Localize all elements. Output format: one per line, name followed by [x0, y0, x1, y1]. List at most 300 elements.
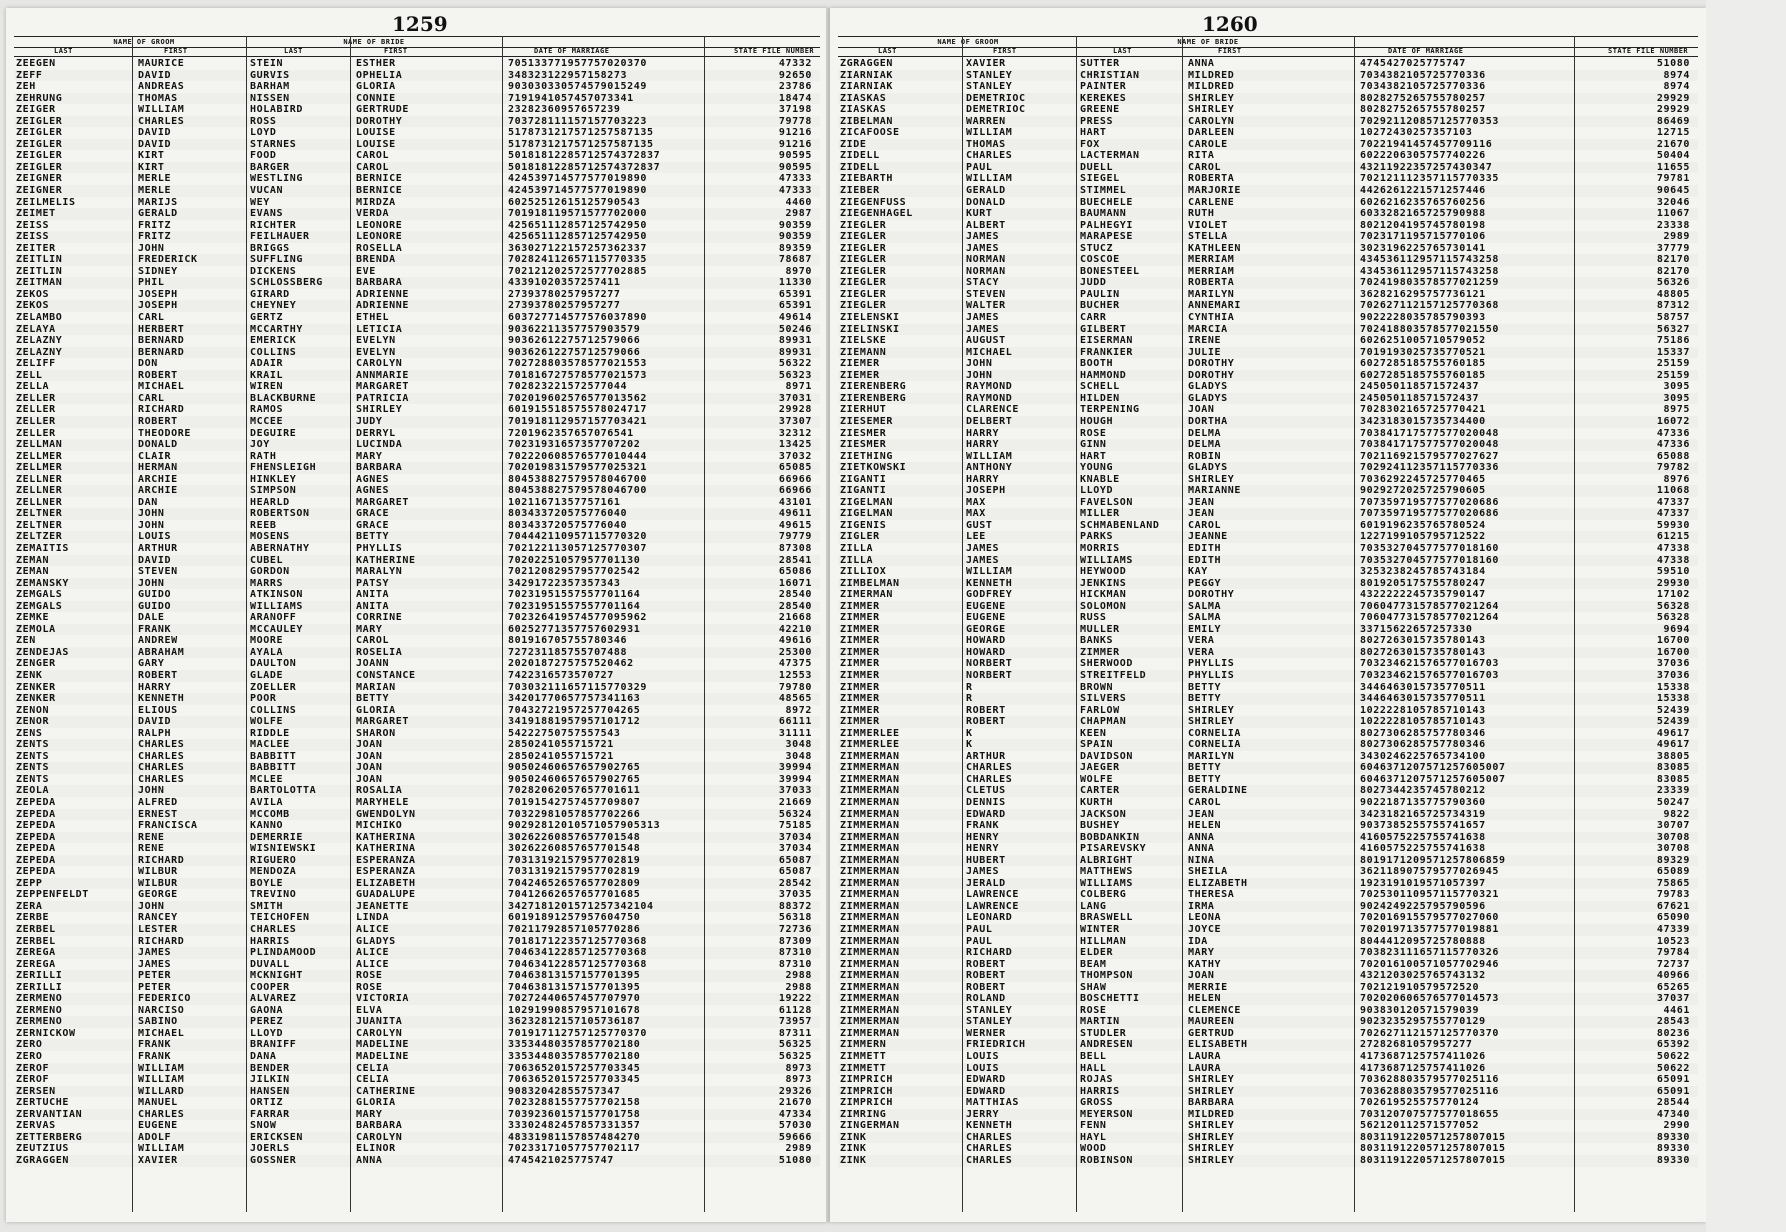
bride-last-name: KEEN: [1080, 727, 1107, 739]
state-file-number: 8974: [1663, 81, 1690, 93]
record-numbers: 702824112657115770335: [508, 254, 648, 266]
bride-first-name: CAROLE: [1188, 138, 1228, 150]
groom-last-name: ZIMMERLEE: [840, 739, 900, 751]
bride-first-name: CONSTANCE: [356, 669, 416, 681]
record-numbers: 424539714577577019890: [508, 173, 648, 185]
table-row: [838, 982, 1698, 994]
bride-last-name: BARGER: [250, 161, 290, 173]
groom-first-name: HARRY: [966, 427, 1000, 439]
bride-first-name: ANNA: [1188, 831, 1215, 843]
groom-first-name: FRANK: [138, 623, 172, 635]
table-row: [838, 832, 1698, 844]
groom-first-name: STEVEN: [966, 288, 1006, 300]
bride-first-name: LAURA: [1188, 1051, 1222, 1063]
state-file-number: 65089: [1656, 866, 1690, 878]
bride-last-name: EISERMAN: [1080, 335, 1133, 347]
state-file-number: 16700: [1656, 646, 1690, 658]
table-row: [838, 139, 1698, 151]
bride-last-name: CUBEL: [250, 554, 284, 566]
bride-last-name: MCCOMB: [250, 808, 290, 820]
state-file-number: 43101: [778, 496, 812, 508]
groom-header: NAME OF GROOM: [937, 38, 999, 46]
groom-last-name: ZIMMER: [840, 612, 880, 624]
state-file-number: 3095: [1663, 392, 1690, 404]
bride-last-name: LANG: [1080, 900, 1107, 912]
state-file-number: 82170: [1656, 265, 1690, 277]
record-numbers: 701918112957157703421: [508, 415, 648, 427]
table-row: [838, 820, 1698, 832]
bride-last-name: MENDOZA: [250, 866, 297, 878]
groom-last-name: ZEHRUNG: [16, 92, 63, 104]
table-row: [838, 635, 1698, 647]
state-file-number: 32312: [778, 427, 812, 439]
bride-first-name: JULIE: [1188, 346, 1222, 358]
bride-last-name: CHEYNEY: [250, 300, 297, 312]
record-numbers: 703532704577577018160: [1360, 542, 1500, 554]
groom-last-name: ZENTS: [16, 739, 50, 751]
record-numbers: 7422316573570727: [508, 669, 614, 681]
record-numbers: 704442110957115770320: [508, 531, 648, 543]
state-file-number: 59666: [778, 1131, 812, 1143]
groom-first-name: HOWARD: [966, 635, 1006, 647]
state-file-number: 47375: [778, 658, 812, 670]
bride-last-name: MCCARTHY: [250, 323, 303, 335]
state-file-number: 2990: [1663, 1120, 1690, 1132]
groom-last-name: ZERMENO: [16, 993, 63, 1005]
table-row: [14, 81, 820, 93]
groom-first-name: JOSEPH: [966, 485, 1006, 497]
state-file-number: 56318: [778, 912, 812, 924]
record-numbers: 50181812285712574372837: [508, 161, 661, 173]
bride-last-name: DICKENS: [250, 265, 297, 277]
groom-last-name: ZEIGNER: [16, 185, 63, 197]
table-row: [838, 901, 1698, 913]
record-numbers: 804538827579578046700: [508, 485, 648, 497]
state-file-number: 3048: [785, 750, 812, 762]
bride-last-name: NISSEN: [250, 92, 290, 104]
record-numbers: 90502460657657902765: [508, 773, 641, 785]
bride-first-name: MARGARET: [356, 716, 409, 728]
bride-last-name: FOOD: [250, 150, 277, 162]
record-numbers: 903030330574579015249: [508, 81, 648, 93]
record-numbers: 3446463015735770511: [1360, 681, 1486, 693]
record-numbers: 9023235295755770129: [1360, 1016, 1486, 1028]
state-file-number: 79782: [1656, 462, 1690, 474]
state-file-number: 37198: [778, 104, 812, 116]
bride-last-name: PAULIN: [1080, 288, 1120, 300]
groom-first-name: DALE: [138, 612, 165, 624]
record-numbers: 70463813157157701395: [508, 981, 641, 993]
table-row: [14, 173, 820, 185]
state-file-number: 21669: [778, 797, 812, 808]
groom-last-name: ZEPEDA: [16, 854, 56, 866]
bride-first-name: BERNICE: [356, 185, 403, 197]
bride-last-name: FRANKIER: [1080, 346, 1133, 358]
groom-last-name: ZERVANTIAN: [16, 1108, 83, 1120]
record-numbers: 60191891257957604750: [508, 912, 641, 924]
groom-first-name: ERNEST: [138, 808, 178, 820]
state-file-number: 65391: [778, 288, 812, 300]
groom-last-name: ZIMMERMAN: [840, 981, 900, 993]
groom-first-name: ROLAND: [966, 993, 1006, 1005]
record-numbers: 424539714577577019890: [508, 185, 648, 197]
table-row: [14, 1109, 820, 1121]
table-row: [14, 959, 820, 971]
record-numbers: 2850241055715721: [508, 739, 614, 751]
bride-last-name: MATTHEWS: [1080, 866, 1133, 878]
groom-last-name: ZERILLI: [16, 970, 63, 982]
table-row: [838, 670, 1698, 682]
groom-first-name: KENNETH: [966, 1120, 1013, 1132]
record-numbers: 8027263015735780143: [1360, 646, 1486, 658]
bride-last-name: SUTTER: [1080, 58, 1120, 69]
groom-last-name: ZIELINSKI: [840, 323, 900, 335]
bride-first-name: MARGARET: [356, 381, 409, 393]
table-row: [838, 555, 1698, 567]
record-numbers: 27393780257957277: [508, 300, 621, 312]
state-file-number: 72736: [778, 924, 812, 936]
bride-last-name: RATH: [250, 450, 277, 462]
state-file-number: 90645: [1656, 185, 1690, 197]
bride-first-name: ANNA: [1188, 843, 1215, 855]
bride-first-name: EDITH: [1188, 542, 1222, 554]
record-numbers: 702019831579577025321: [508, 462, 648, 474]
bride-first-name: EMILY: [1188, 623, 1222, 635]
groom-first-name: STEVEN: [138, 566, 178, 578]
bride-first-name: LUCINDA: [356, 439, 403, 451]
groom-last-name: ZIETKOWSKI: [840, 462, 907, 474]
groom-last-name: ZIMMERMAN: [840, 993, 900, 1005]
groom-last-name: ZIMMERMAN: [840, 866, 900, 878]
page-number: 1259: [392, 12, 448, 36]
bride-first-name: PHYLLIS: [1188, 669, 1235, 681]
bride-last-name: GIRARD: [250, 288, 290, 300]
table-row: [14, 358, 820, 370]
groom-last-name: ZIEMER: [840, 358, 880, 370]
bride-last-name: GERTZ: [250, 312, 284, 324]
table-row: [838, 1120, 1698, 1132]
record-numbers: 702619525575770124: [1360, 1097, 1480, 1109]
state-file-number: 47338: [1656, 542, 1690, 554]
table-row: [14, 266, 820, 278]
bride-last-name: STEIN: [250, 58, 284, 69]
bride-last-name: ADAIR: [250, 358, 284, 370]
record-numbers: 706047731578577021264: [1360, 600, 1500, 612]
bride-last-name: HANSEN: [250, 1085, 290, 1097]
groom-first-name: GODFREY: [966, 589, 1013, 601]
bride-last-name: WILLIAMS: [1080, 554, 1133, 566]
groom-last-name: ZELLER: [16, 392, 56, 404]
record-numbers: 804538827579578046700: [508, 473, 648, 485]
groom-last-name: ZEREGA: [16, 947, 56, 959]
bride-last-name: WISNIEWSKI: [250, 843, 317, 855]
table-row: [14, 428, 820, 440]
bride-first-name: VICTORIA: [356, 993, 409, 1005]
state-file-number: 75865: [1656, 877, 1690, 889]
state-file-number: 50246: [778, 323, 812, 335]
table-row: [14, 485, 820, 497]
bride-first-name: BETTY: [356, 531, 390, 543]
record-numbers: 70233171057757702117: [508, 1143, 641, 1155]
bride-last-name: TERPENING: [1080, 404, 1140, 416]
record-numbers: 1923191019571057397: [1360, 877, 1486, 889]
table-row: [838, 1143, 1698, 1155]
state-file-number: 59930: [1656, 519, 1690, 531]
state-file-number: 37034: [778, 843, 812, 855]
groom-last-name: ZENKER: [16, 693, 56, 705]
table-row: [14, 924, 820, 936]
groom-last-name: ZEPP: [16, 877, 43, 889]
bride-last-name: RIDDLE: [250, 727, 290, 739]
groom-last-name: ZIGELMAN: [840, 496, 893, 508]
groom-last-name: ZIGANTI: [840, 473, 887, 485]
state-file-number: 79784: [1656, 947, 1690, 959]
groom-first-name: WERNER: [966, 1027, 1006, 1039]
record-numbers: 6027285185755760185: [1360, 358, 1486, 370]
table-row: [14, 70, 820, 82]
bride-last-name: MOORE: [250, 635, 284, 647]
state-file-number: 47334: [778, 1108, 812, 1120]
groom-last-name: ZIMMERMAN: [840, 970, 900, 982]
bride-last-header: LAST: [1113, 47, 1132, 55]
bride-first-name: ANNA: [1188, 58, 1215, 69]
table-row: [14, 578, 820, 590]
state-file-number: 23338: [1656, 219, 1690, 231]
groom-last-name: ZIEGENFUSS: [840, 196, 907, 208]
groom-first-name: GUIDO: [138, 589, 172, 601]
table-row: [838, 658, 1698, 670]
state-file-number: 49617: [1656, 739, 1690, 751]
record-numbers: 70231951557557701164: [508, 589, 641, 601]
bride-first-name: KATHERINA: [356, 831, 416, 843]
groom-first-name: STANLEY: [966, 1004, 1013, 1016]
groom-first-name: DAVID: [138, 138, 172, 150]
record-numbers: 10291990857957101678: [508, 1004, 641, 1016]
bride-last-name: PARKS: [1080, 531, 1114, 543]
bride-first-name: GLORIA: [356, 81, 396, 93]
bride-first-name: BRENDA: [356, 254, 396, 266]
bride-first-header: FIRST: [384, 47, 408, 55]
state-file-number: 29928: [778, 404, 812, 416]
groom-last-name: ZELTNER: [16, 519, 63, 531]
bride-first-name: ROSELLA: [356, 242, 403, 254]
bride-last-name: MILLER: [1080, 508, 1120, 520]
bride-last-name: SUFFLING: [250, 254, 303, 266]
record-numbers: 70231931657357707202: [508, 439, 641, 451]
bride-last-name: HINKLEY: [250, 473, 297, 485]
groom-last-name: ZIMMERMAN: [840, 1027, 900, 1039]
table-row: [838, 912, 1698, 924]
table-row: [14, 1132, 820, 1144]
record-numbers: 3423183015735734400: [1360, 415, 1486, 427]
state-file-number: 13425: [778, 439, 812, 451]
record-numbers: 54222750757557543: [508, 727, 621, 739]
table-row: [14, 1063, 820, 1075]
record-numbers: 7023171195715770106: [1360, 231, 1486, 243]
date-of-marriage-header: DATE OF MARRIAGE: [1388, 47, 1464, 55]
groom-last-name: ZIMBELMAN: [840, 577, 900, 589]
bride-last-name: YOUNG: [1080, 462, 1114, 474]
state-file-number: 47332: [778, 58, 812, 69]
record-numbers: 27393780257957277: [508, 288, 621, 300]
table-row: [14, 347, 820, 359]
state-file-number: 56323: [778, 369, 812, 381]
record-numbers: 702220608576577010444: [508, 450, 648, 462]
table-row: [838, 970, 1698, 982]
bride-last-name: WINTER: [1080, 924, 1120, 936]
groom-last-name: ZIERHUT: [840, 404, 887, 416]
bride-first-name: ALICE: [356, 924, 390, 936]
bride-first-name: MILDRED: [1188, 1108, 1235, 1120]
groom-first-name: JOHN: [138, 900, 165, 912]
table-row: [838, 93, 1698, 105]
state-file-header: STATE FILE NUMBER: [734, 47, 815, 55]
bride-last-name: STUCZ: [1080, 242, 1114, 254]
bride-last-name: MCKNIGHT: [250, 970, 303, 982]
groom-first-name: RAYMOND: [966, 381, 1013, 393]
bride-last-name: BENDER: [250, 1062, 290, 1074]
table-row: [838, 716, 1698, 728]
bride-first-name: CLEMENCE: [1188, 1004, 1241, 1016]
bride-first-name: MILDRED: [1188, 69, 1235, 81]
record-numbers: 33534480357857702180: [508, 1039, 641, 1051]
table-row: [838, 289, 1698, 301]
bride-first-name: ROBERTA: [1188, 277, 1235, 289]
groom-last-name: ZEPEDA: [16, 797, 56, 808]
groom-first-name: DEMETRIOC: [966, 92, 1026, 104]
bride-first-name: BERNICE: [356, 173, 403, 185]
bride-first-name: DELMA: [1188, 439, 1222, 451]
record-numbers: 704634122857125770368: [508, 958, 648, 970]
table-row: [838, 612, 1698, 624]
scan-margin: [1706, 0, 1786, 1232]
bride-first-name: IRENE: [1188, 335, 1222, 347]
groom-first-name: AUGUST: [966, 335, 1006, 347]
bride-last-name: LOYD: [250, 127, 277, 139]
bride-last-name: ROJAS: [1080, 1074, 1114, 1086]
state-file-number: 16700: [1656, 635, 1690, 647]
record-numbers: 9022228035785790393: [1360, 312, 1486, 324]
groom-last-name: ZEIGLER: [16, 161, 63, 173]
table-row: [14, 555, 820, 567]
groom-last-name: ZIMMERMAN: [840, 958, 900, 970]
table-row: [838, 266, 1698, 278]
record-numbers: 701817122357125770368: [508, 935, 648, 947]
record-numbers: 7028302165725770421: [1360, 404, 1486, 416]
groom-first-name: ABRAHAM: [138, 646, 185, 658]
bride-last-name: BARHAM: [250, 81, 290, 93]
table-row: [838, 358, 1698, 370]
bride-last-name: BAUMANN: [1080, 208, 1127, 220]
bride-last-name: COOPER: [250, 981, 290, 993]
bride-last-name: GROSS: [1080, 1097, 1114, 1109]
state-file-number: 56324: [778, 808, 812, 820]
record-numbers: 434536112957115743258: [1360, 254, 1500, 266]
bride-first-name: GERTRUDE: [356, 104, 409, 116]
table-row: [14, 381, 820, 393]
table-row: [838, 370, 1698, 382]
bride-first-name: MARIAN: [356, 681, 396, 693]
state-file-number: 65086: [778, 566, 812, 578]
groom-last-name: ZERMENO: [16, 1016, 63, 1028]
groom-first-name: ANDREW: [138, 635, 178, 647]
bride-last-name: EMERICK: [250, 335, 297, 347]
groom-last-name: ZIARNIAK: [840, 81, 893, 93]
bride-first-name: MIRDZA: [356, 196, 396, 208]
groom-first-name: RANCEY: [138, 912, 178, 924]
state-file-number: 25300: [778, 646, 812, 658]
record-numbers: 702016100571057702946: [1360, 958, 1500, 970]
table-row: [838, 866, 1698, 878]
groom-first-name: GEORGE: [138, 889, 178, 901]
state-file-number: 50247: [1656, 797, 1690, 808]
bride-last-name: RAMOS: [250, 404, 284, 416]
state-file-header: STATE FILE NUMBER: [1608, 47, 1689, 55]
bride-last-name: KRAIL: [250, 369, 284, 381]
bride-last-name: BABBITT: [250, 762, 297, 774]
bride-first-name: LOUISE: [356, 127, 396, 139]
table-row: [14, 866, 820, 878]
groom-first-name: EDWARD: [966, 808, 1006, 820]
groom-first-name: EUGENE: [138, 1120, 178, 1132]
table-row: [14, 1028, 820, 1040]
bride-first-name: HELEN: [1188, 820, 1222, 832]
bride-first-name: SALMA: [1188, 612, 1222, 624]
groom-last-name: ZIMMER: [840, 681, 880, 693]
state-file-number: 66966: [778, 485, 812, 497]
groom-first-name: K: [966, 727, 973, 739]
groom-last-name: ZEMANSKY: [16, 577, 69, 589]
bride-first-name: SHEILA: [1188, 866, 1228, 878]
bride-last-name: DAVIDSON: [1080, 750, 1133, 762]
groom-last-name: ZERBE: [16, 912, 50, 924]
table-row: [14, 797, 820, 809]
record-numbers: 8027263015735780143: [1360, 635, 1486, 647]
groom-first-name: MICHAEL: [966, 346, 1013, 358]
bride-first-name: KATHLEEN: [1188, 242, 1241, 254]
bride-first-name: GLADYS: [1188, 392, 1228, 404]
table-row: [14, 1155, 820, 1167]
groom-last-name: ZIMMER: [840, 716, 880, 728]
record-numbers: 30262260857657701548: [508, 831, 641, 843]
bride-first-name: BETTY: [1188, 693, 1222, 705]
state-file-number: 47336: [1656, 439, 1690, 451]
groom-first-name: SABINO: [138, 1016, 178, 1028]
table-row: [838, 231, 1698, 243]
bride-first-name: PATSY: [356, 577, 390, 589]
record-numbers: 8031191220571257807015: [1360, 1154, 1506, 1166]
table-row: [14, 393, 820, 405]
record-numbers: 6026216235765760256: [1360, 196, 1486, 208]
record-numbers: 70463813157157701395: [508, 970, 641, 982]
state-file-number: 79778: [778, 115, 812, 127]
bride-last-name: CHRISTIAN: [1080, 69, 1140, 81]
record-numbers: 36232812157105736187: [508, 1016, 641, 1028]
groom-first-name: JERALD: [966, 877, 1006, 889]
bride-first-name: SHIRLEY: [1188, 1143, 1235, 1155]
bride-first-name: MERRIAM: [1188, 254, 1235, 266]
bride-last-name: ARANOFF: [250, 612, 297, 624]
groom-first-name: JAMES: [966, 554, 1000, 566]
bride-last-name: BABBITT: [250, 750, 297, 762]
groom-first-name: WILBUR: [138, 866, 178, 878]
groom-last-name: ZGRAGGEN: [840, 58, 893, 69]
bride-first-name: CARLENE: [1188, 196, 1235, 208]
groom-first-name: LAWRENCE: [966, 900, 1019, 912]
state-file-number: 31111: [778, 727, 812, 739]
state-file-number: 30707: [1656, 820, 1690, 832]
record-numbers: 707359719577577020686: [1360, 496, 1500, 508]
